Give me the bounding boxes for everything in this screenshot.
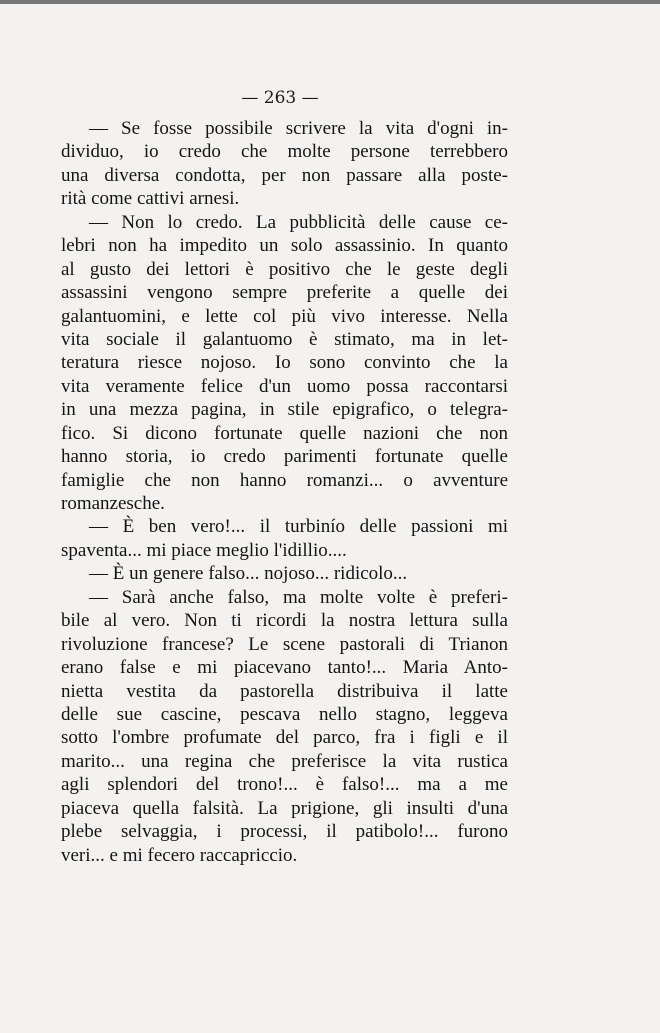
text-line: delle sue cascine, pescava nello stagno, leggeva [61, 703, 508, 725]
text-line: — È ben vero!... il turbinío delle passioni mi [89, 516, 508, 538]
text-line: famiglie che non hanno romanzi... o avventure [61, 469, 508, 491]
text-line: veri... e mi fecero raccapriccio. [61, 844, 298, 866]
text-line: hanno storia, io credo parimenti fortunate quelle [61, 446, 508, 468]
text-line: galantuomini, e lette col più vivo interesse. Nella [61, 305, 508, 327]
text-line: una diversa condotta, per non passare alla poste- [61, 164, 508, 186]
text-line: al gusto dei lettori è positivo che le geste degli [61, 258, 508, 280]
text-line: bile al vero. Non ti ricordi la nostra lettura sulla [61, 610, 508, 632]
text-line: marito... una regina che preferisce la vita rustica [61, 750, 508, 772]
text-line: vita sociale il galantuomo è stimato, ma in let- [61, 328, 508, 350]
body-text [61, 117, 508, 867]
text-line: nietta vestita da pastorella distribuiva il latte [61, 680, 508, 702]
text-line: dividuo, io credo che molte persone terrebbero [61, 141, 508, 163]
text-line: agli splendori del trono!... è falso!... ma a me [61, 774, 508, 796]
text-line: — Sarà anche falso, ma molte volte è preferi- [89, 586, 508, 608]
text-line: romanzesche. [61, 493, 165, 514]
text-line: piaceva quella falsità. La prigione, gli insulti d'una [61, 797, 508, 819]
text-line: in una mezza pagina, in stile epigrafico, o telegra- [61, 399, 508, 421]
page-number: — 263 — [241, 88, 319, 108]
text-line: assassini vengono sempre preferite a quelle dei [61, 282, 508, 304]
text-line: fico. Si dicono fortunate quelle nazioni che non [61, 422, 508, 444]
text-line: rivoluzione francese? Le scene pastorali di Trianon [61, 633, 508, 655]
text-line: — Se fosse possibile scrivere la vita d'ogni in- [89, 118, 508, 139]
page-top-edge [0, 0, 660, 4]
text-line: — È un genere falso... nojoso... ridicolo... [89, 563, 408, 585]
text-line: erano false e mi piacevano tanto!... Maria Anto- [61, 657, 508, 679]
text-line: lebri non ha impedito un solo assassinio. In quanto [61, 235, 508, 257]
text-line: vita veramente felice d'un uomo possa raccontarsi [61, 375, 508, 397]
text-line: sotto l'ombre profumate del parco, fra i figli e il [61, 727, 508, 749]
text-line: rità come cattivi arnesi. [61, 188, 240, 210]
text-line: spaventa... mi piace meglio l'idillio.... [61, 539, 347, 561]
text-line: plebe selvaggia, i processi, il patibolo!... furono [61, 821, 508, 843]
text-line: teratura riesce nojoso. Io sono convinto che la [61, 352, 508, 374]
text-line: — Non lo credo. La pubblicità delle cause ce- [89, 211, 508, 233]
